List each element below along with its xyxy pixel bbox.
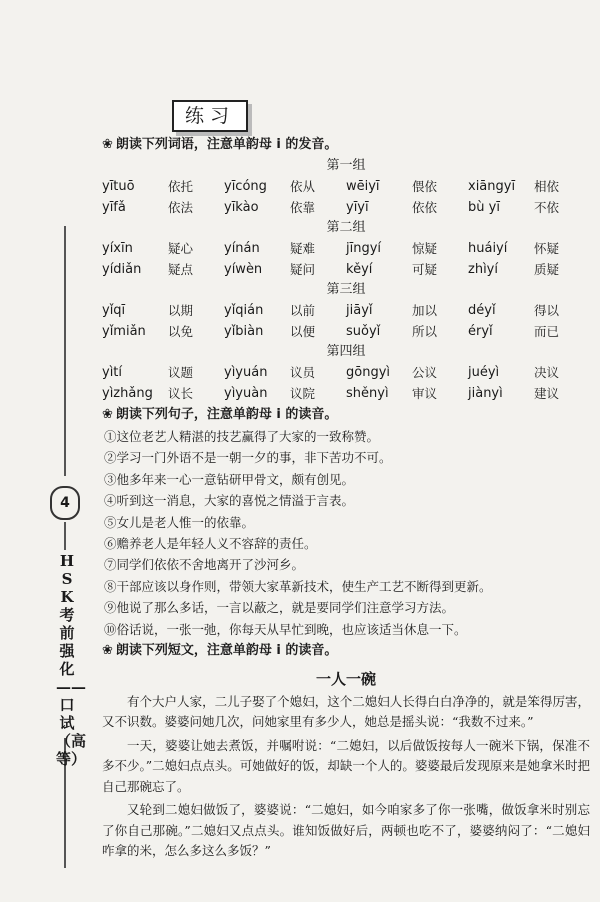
- group-title: 第二组: [326, 220, 366, 235]
- pinyin: yìyuàn: [224, 386, 268, 401]
- word-groups: [102, 156, 590, 404]
- pinyin: yǐqián: [224, 303, 264, 318]
- pinyin: yìtí: [102, 365, 123, 380]
- hanzi-word: 加以: [412, 303, 438, 318]
- hanzi-word: 议员: [290, 365, 316, 380]
- word-entry: [346, 321, 468, 342]
- pinyin: yǐbiàn: [224, 324, 264, 339]
- word-entry: [346, 197, 468, 218]
- hanzi-word: 相依: [534, 179, 560, 194]
- pinyin: yīyī: [346, 200, 369, 215]
- sentence: ⑦同学们依依不舍地离开了沙河乡。: [104, 557, 305, 573]
- word-entry: [102, 300, 224, 321]
- flower-bullet-icon: ❀: [102, 137, 113, 152]
- group-title: 第一组: [326, 158, 366, 173]
- hanzi-word: 依法: [168, 200, 194, 215]
- flower-bullet-icon: ❀: [102, 642, 113, 658]
- word-entry: [224, 300, 346, 321]
- hanzi-word: 怀疑: [534, 241, 560, 256]
- word-entry: [224, 197, 346, 218]
- hanzi-word: 所以: [412, 324, 438, 339]
- pinyin: yīkào: [224, 200, 259, 215]
- hanzi-word: 疑难: [290, 241, 316, 256]
- hanzi-word: 议长: [168, 386, 194, 401]
- story-body: [102, 692, 590, 862]
- sentence: ⑤女儿是老人惟一的依靠。: [104, 514, 255, 530]
- pinyin: yìyuán: [224, 365, 268, 380]
- section2-instruction: [102, 404, 590, 426]
- story-paragraph: 一天，婆婆让她去煮饭，并嘱咐说：“二媳妇，以后做饭按每人一碗米下锅，保准不多不少。”二媳妇点点头。可她做好的饭，却缺一个人的。婆婆最后发现原来是她拿米时把自己那碗忘了。: [102, 737, 590, 794]
- pinyin: wēiyī: [346, 179, 380, 194]
- section2-instruction-text: 朗读下列句子，注意单韵母 i 的读音。: [115, 407, 338, 422]
- hanzi-word: 议题: [168, 365, 194, 380]
- hanzi-word: 建议: [534, 386, 560, 401]
- word-entry: [224, 321, 346, 342]
- pinyin: suǒyǐ: [346, 324, 381, 339]
- hanzi-word: 偎依: [412, 179, 438, 194]
- hanzi-word: 依靠: [290, 200, 316, 215]
- pinyin: jīngyí: [346, 241, 382, 256]
- hanzi-word: 审议: [412, 386, 438, 401]
- pinyin: shěnyì: [346, 386, 389, 401]
- story-paragraph: 有个大户人家，二儿子娶了个媳妇，这个二媳妇人长得白白净净的，就是笨得厉害，又不识数。婆婆问她几次，问她家里有多少人，她总是摇头说：“我数不过来。”: [102, 693, 590, 730]
- pinyin: juéyì: [468, 365, 500, 380]
- pinyin: yītuō: [102, 179, 135, 194]
- word-entry: [224, 176, 346, 197]
- hanzi-word: 疑心: [168, 241, 194, 256]
- page-number: 4: [50, 486, 80, 520]
- sentence: ④听到这一消息，大家的喜悦之情溢于言表。: [104, 493, 355, 509]
- pinyin: yínán: [224, 241, 260, 256]
- pinyin: yīcóng: [224, 179, 267, 194]
- section1-instruction-text: 朗读下列词语，注意单韵母 i 的发音。: [115, 137, 338, 152]
- word-row: [102, 362, 590, 383]
- word-entry: [346, 238, 468, 259]
- word-entry: [102, 383, 224, 404]
- hanzi-word: 以前: [290, 303, 316, 318]
- hanzi-word: 得以: [534, 303, 560, 318]
- hanzi-word: 疑点: [168, 262, 194, 277]
- pinyin: déyǐ: [468, 303, 496, 318]
- pinyin: yídiǎn: [102, 262, 142, 277]
- word-entry: [468, 259, 590, 280]
- word-entry: [346, 383, 468, 404]
- pinyin: yíwèn: [224, 262, 263, 277]
- word-entry: [468, 238, 590, 259]
- word-row: [102, 321, 590, 342]
- word-row: [102, 197, 590, 218]
- word-entry: [468, 383, 590, 404]
- margin-line-top: [64, 226, 66, 476]
- hanzi-word: 依从: [290, 179, 316, 194]
- sentence: ⑩俗话说，一张一弛，你每天从早忙到晚，也应该适当休息一下。: [104, 621, 467, 637]
- pinyin: huáiyí: [468, 241, 508, 256]
- section1-instruction: [102, 134, 590, 156]
- pinyin: yǐqī: [102, 303, 126, 318]
- book-title: HSK考前强化——口试（高等）: [56, 552, 87, 768]
- pinyin: zhìyí: [468, 262, 498, 277]
- word-entry: [468, 362, 590, 383]
- margin-line-mid: [64, 522, 66, 550]
- hanzi-word: 惊疑: [412, 241, 438, 256]
- word-row: [102, 300, 590, 321]
- word-entry: [102, 321, 224, 342]
- section3-instruction-text: 朗读下列短文，注意单韵母 i 的读音。: [115, 642, 338, 658]
- flower-bullet-icon: ❀: [102, 407, 113, 422]
- hanzi-word: 决议: [534, 365, 560, 380]
- word-entry: [346, 362, 468, 383]
- sentence-list: [102, 426, 590, 640]
- word-entry: [224, 259, 346, 280]
- word-entry: [468, 197, 590, 218]
- pinyin: yīfǎ: [102, 200, 126, 215]
- hanzi-word: 依依: [412, 200, 438, 215]
- word-entry: [224, 238, 346, 259]
- word-row: [102, 176, 590, 197]
- hanzi-word: 疑问: [290, 262, 316, 277]
- hanzi-word: 以便: [290, 324, 316, 339]
- word-entry: [468, 321, 590, 342]
- pinyin: jiāyǐ: [346, 303, 373, 318]
- sentence: ⑥赡养老人是年轻人义不容辞的责任。: [104, 535, 317, 551]
- word-entry: [346, 259, 468, 280]
- hanzi-word: 可疑: [412, 262, 438, 277]
- sentence: ⑨他说了那么多话，一言以蔽之，就是要同学们注意学习方法。: [104, 600, 455, 616]
- word-entry: [102, 238, 224, 259]
- hanzi-word: 不依: [534, 200, 560, 215]
- pinyin: bù yī: [468, 200, 500, 215]
- sentence: ②学习一门外语不是一朝一夕的事，非下苦功不可。: [104, 450, 392, 466]
- sentence: ⑧干部应该以身作则，带领大家革新技术，使生产工艺不断得到更新。: [104, 578, 492, 594]
- hanzi-word: 而已: [534, 324, 560, 339]
- pinyin: kěyí: [346, 262, 373, 277]
- word-entry: [224, 383, 346, 404]
- word-entry: [102, 197, 224, 218]
- hanzi-word: 依托: [168, 179, 194, 194]
- word-entry: [468, 176, 590, 197]
- hanzi-word: 公议: [412, 365, 438, 380]
- pinyin: xiāngyī: [468, 179, 516, 194]
- word-entry: [102, 362, 224, 383]
- pinyin: éryǐ: [468, 324, 493, 339]
- word-entry: [102, 259, 224, 280]
- pinyin: yíxīn: [102, 241, 133, 256]
- group-title: 第四组: [326, 344, 366, 359]
- section3-instruction: [102, 640, 590, 662]
- exercise-title: 练习: [172, 100, 248, 132]
- pinyin: yìzhǎng: [102, 386, 153, 401]
- hanzi-word: 以免: [168, 324, 194, 339]
- group-title: 第三组: [326, 282, 366, 297]
- word-entry: [468, 300, 590, 321]
- word-entry: [346, 300, 468, 321]
- story-paragraph: 又轮到二媳妇做饭了，婆婆说：“二媳妇，如今咱家多了你一张嘴，做饭拿米时别忘了你自己那碗。”二媳妇又点点头。谁知饭做好后，两顿也吃不了，婆婆纳闷了：“二媳妇咋拿的米，怎么多这么多饭？”: [102, 802, 590, 859]
- sentence: ③他多年来一心一意钻研甲骨文，颇有创见。: [104, 471, 355, 487]
- hanzi-word: 议院: [290, 386, 316, 401]
- word-row: [102, 238, 590, 259]
- hanzi-word: 质疑: [534, 262, 560, 277]
- word-row: [102, 383, 590, 404]
- word-entry: [224, 362, 346, 383]
- pinyin: jiànyì: [468, 386, 503, 401]
- word-entry: [346, 176, 468, 197]
- hanzi-word: 以期: [168, 303, 194, 318]
- content-area: [102, 134, 590, 865]
- story-title: 一人一碗: [315, 669, 376, 688]
- pinyin: yǐmiǎn: [102, 324, 146, 339]
- word-row: [102, 259, 590, 280]
- sentence: ①这位老艺人精湛的技艺赢得了大家的一致称赞。: [104, 429, 380, 444]
- word-entry: [102, 176, 224, 197]
- pinyin: gōngyì: [346, 365, 391, 380]
